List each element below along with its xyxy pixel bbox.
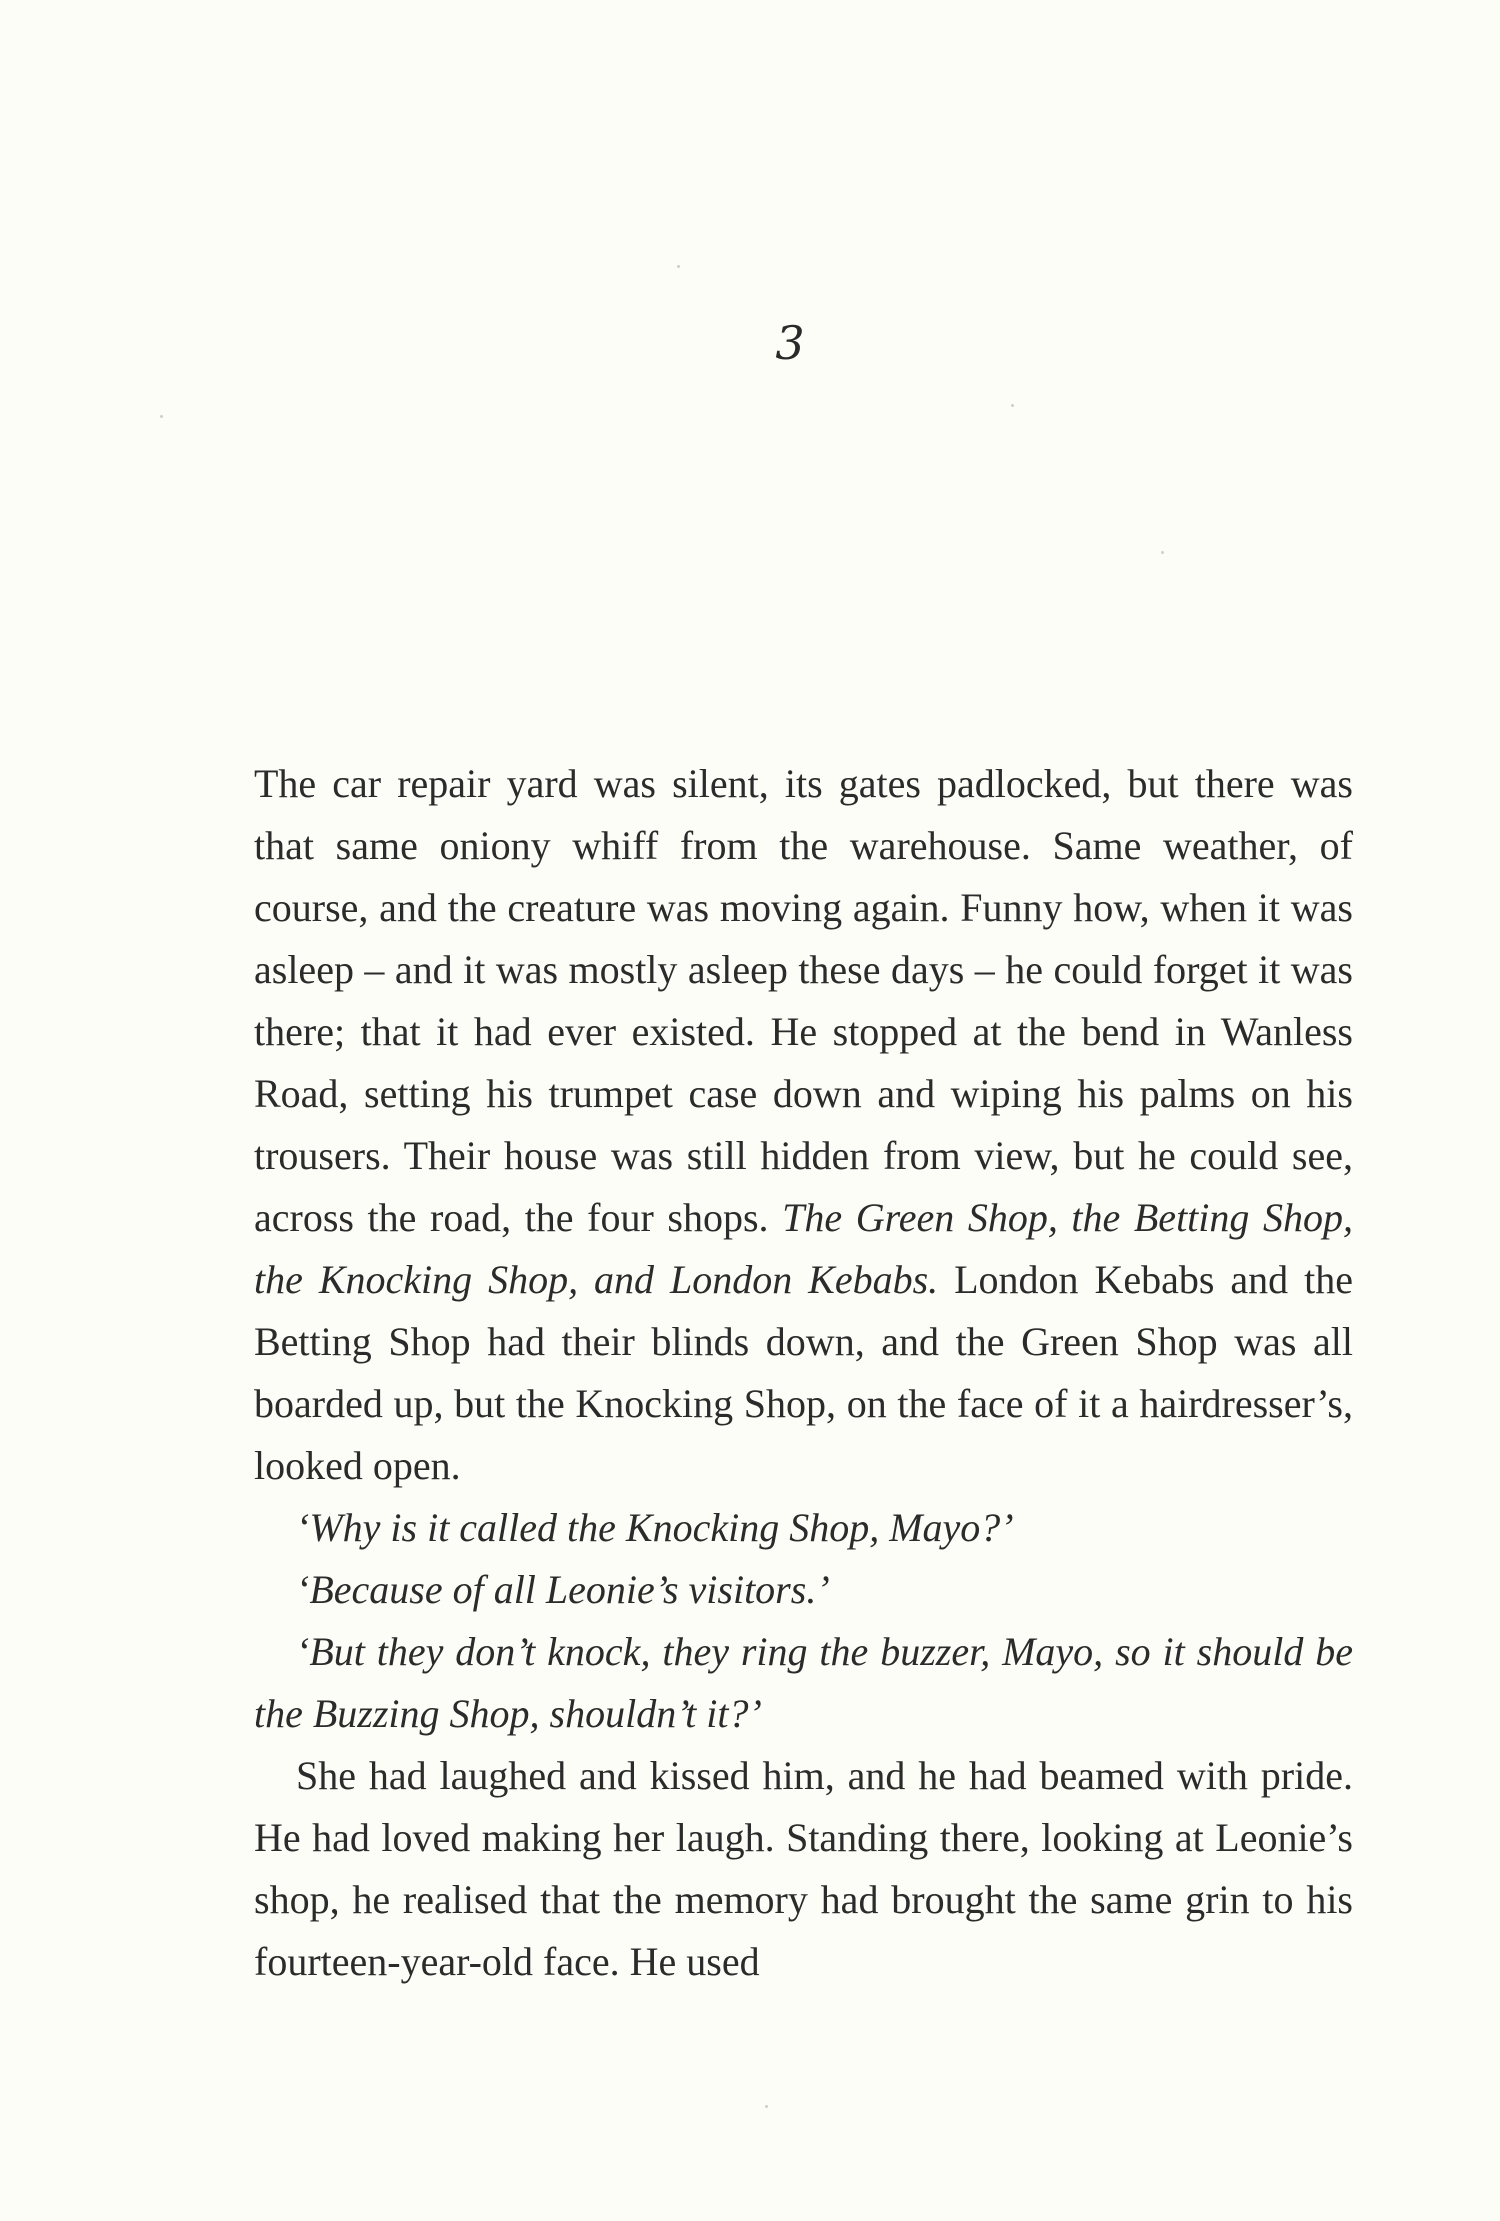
paragraph-2-dialogue — [254, 1497, 1353, 1559]
paper-speck — [1161, 551, 1164, 554]
paper-speck — [160, 415, 163, 418]
text-segment: London Kebabs and the Betting Shop had their blinds down, and the Green Shop was all boarded up, but the Knocking Shop, on the face of it a hairdresser’s, looked open. — [254, 1257, 1353, 1488]
paragraph-1 — [254, 753, 1353, 1497]
dialogue-line: ‘But they don’t knock, they ring the buzzer, Mayo, so it should be the Buzzing Shop, shouldn’t it?’ — [254, 1629, 1353, 1736]
chapter-body — [254, 753, 1353, 1993]
paragraph-4-dialogue — [254, 1621, 1353, 1745]
text-segment: She had laughed and kissed him, and he had beamed with pride. He had loved making her laugh. Standing there, looking at Leonie’s shop, he realised that the memory had brought the same grin to his fourteen-year-old face. He used — [254, 1753, 1353, 1984]
paragraph-3-dialogue — [254, 1559, 1353, 1621]
text-segment: The car repair yard was silent, its gates padlocked, but there was that same oniony whiff from the warehouse. Same weather, of course, and the creature was moving again. Funny how, when it was asleep – and it was mostly asleep these days – he could forget it was there; that it had ever existed. He stopped at the bend in Wanless Road, setting his trumpet case down and wiping his palms on his trousers. Their house was still hidden from view, but he could see, across the road, the four shops. — [254, 761, 1353, 1240]
paper-speck — [765, 2105, 768, 2108]
dialogue-line: ‘Why is it called the Knocking Shop, Mayo?’ — [296, 1505, 1014, 1550]
chapter-number: 3 — [775, 316, 805, 370]
italic-shop-names: The Green Shop, the Betting Shop, the Knocking Shop, and London Kebabs. — [254, 1195, 1354, 1302]
paper-speck — [1011, 404, 1014, 407]
dialogue-line: ‘Because of all Leonie’s visitors.’ — [296, 1567, 830, 1612]
paper-speck — [677, 265, 680, 268]
paragraph-5 — [254, 1745, 1353, 1993]
